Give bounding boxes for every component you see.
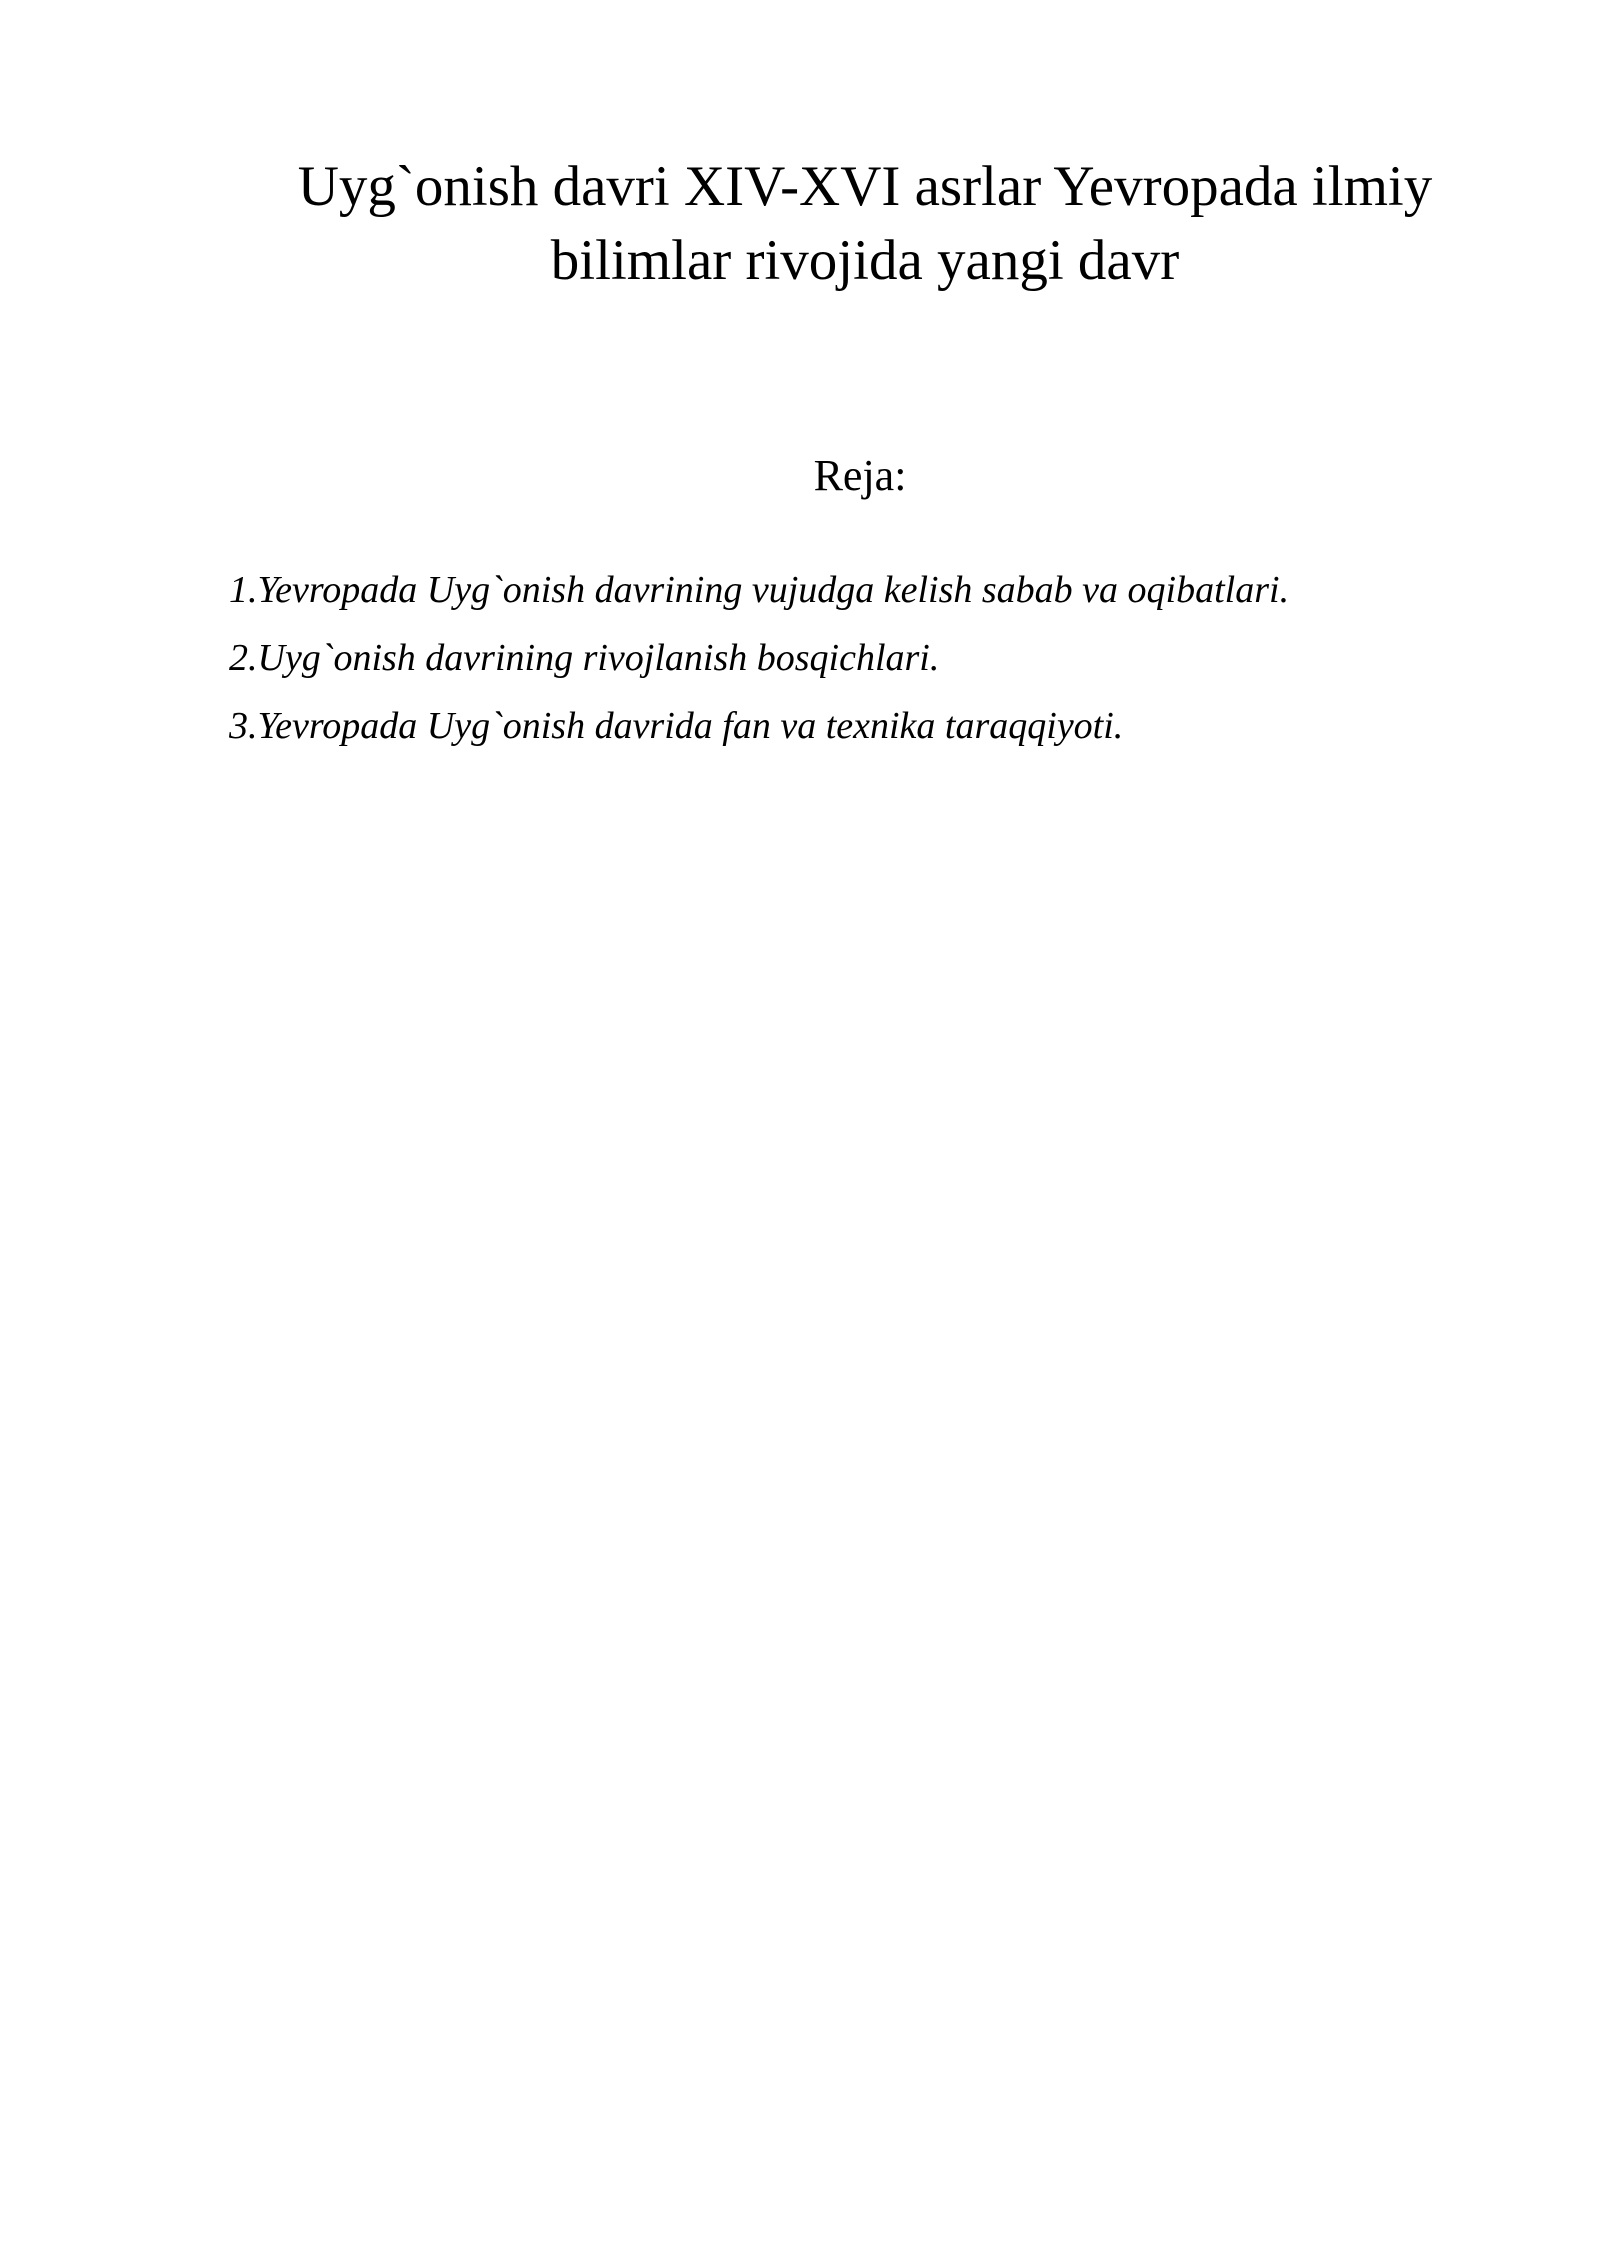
plan-item-1: 1.Yevropada Uyg`onish davrining vujudga kelish sabab va oqibatlari.: [229, 569, 1290, 611]
plan-list: [229, 556, 1569, 760]
title-line-2: bilimlar rivojida yangi davr: [550, 229, 1180, 292]
plan-heading: Reja:: [813, 451, 907, 500]
plan-item-3: 3.Yevropada Uyg`onish davrida fan va texnika taraqqiyoti.: [229, 705, 1124, 747]
plan-item-2: 2.Uyg`onish davrining rivojlanish bosqichlari.: [229, 637, 940, 679]
document-title: [200, 150, 1530, 298]
title-line-1: Uyg`onish davri XIV-XVI asrlar Yevropada ilmiy: [297, 155, 1433, 218]
